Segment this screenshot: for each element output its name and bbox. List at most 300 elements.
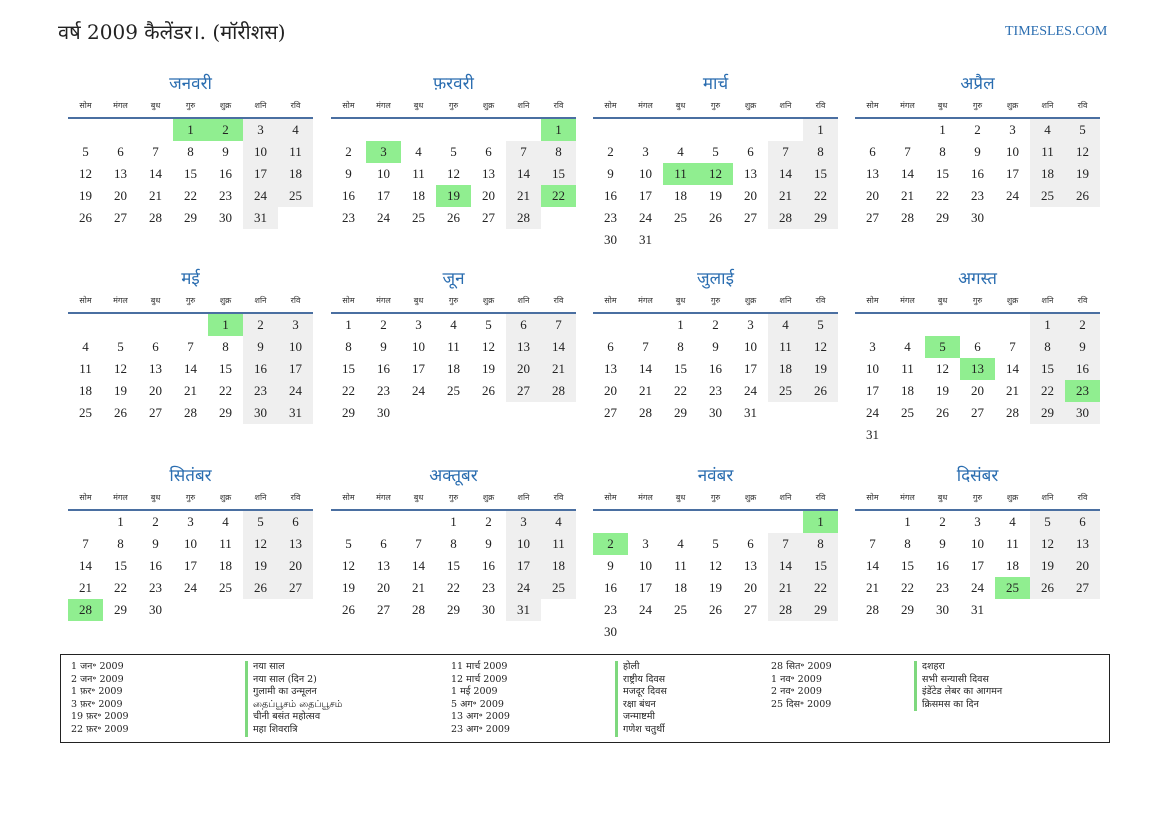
- weekday-label: रवि: [553, 493, 564, 502]
- day-cell: 25: [901, 405, 914, 420]
- month-block: [855, 462, 1100, 621]
- day-cell: 15: [447, 558, 460, 573]
- day-cell: 25: [541, 577, 576, 599]
- day-cell: 21: [866, 580, 879, 595]
- weekday-label: रवि: [815, 493, 826, 502]
- weekday-label: मंगल: [638, 296, 653, 305]
- day-cell: 15: [674, 361, 687, 376]
- day-cell: 7: [541, 314, 576, 336]
- day-cell: 29: [1030, 402, 1065, 424]
- legend-date: 3 फ़र॰ 2009: [71, 698, 123, 710]
- day-cell: 12: [79, 166, 92, 181]
- day-cell: 19: [1065, 163, 1100, 185]
- day-cell: 21: [184, 383, 197, 398]
- day-grid: [331, 314, 576, 424]
- empty-cell: [506, 119, 541, 141]
- day-cell: 7: [82, 536, 89, 551]
- day-cell: 6: [278, 511, 313, 533]
- weekday-label: सोम: [866, 296, 879, 305]
- empty-cell: [471, 119, 506, 141]
- day-cell: 26: [709, 602, 722, 617]
- day-cell: 5: [712, 536, 719, 551]
- day-cell: 13: [744, 166, 757, 181]
- day-cell: 20: [114, 188, 127, 203]
- weekday-label: मंगल: [113, 296, 128, 305]
- day-cell: 21: [412, 580, 425, 595]
- empty-cell: [890, 119, 925, 141]
- empty-cell: [401, 119, 436, 141]
- weekday-label: गुरु: [710, 101, 721, 110]
- day-cell: 8: [450, 536, 457, 551]
- day-cell: 28: [541, 380, 576, 402]
- day-cell: 5: [803, 314, 838, 336]
- day-cell: 2: [607, 144, 614, 159]
- site-link[interactable]: TIMESLES.COM: [1005, 24, 1108, 39]
- weekday-label: सोम: [79, 101, 92, 110]
- month-name: जून: [442, 269, 465, 289]
- weekday-label: शुक्र: [744, 101, 757, 110]
- legend-holiday-name: गणेश चतुर्थी: [615, 724, 667, 737]
- day-cell: 18: [447, 361, 460, 376]
- day-cell: 13: [278, 533, 313, 555]
- holiday-day-cell: 13: [960, 358, 995, 380]
- day-cell: 20: [149, 383, 162, 398]
- day-cell: 3: [278, 314, 313, 336]
- weekday-label: बुध: [937, 493, 948, 502]
- day-cell: 11: [1006, 536, 1019, 551]
- empty-cell: [925, 314, 960, 336]
- day-cell: 5: [1030, 511, 1065, 533]
- weekday-label: बुध: [675, 493, 686, 502]
- day-cell: 21: [768, 577, 803, 599]
- day-cell: 8: [222, 339, 229, 354]
- day-cell: 9: [243, 336, 278, 358]
- weekday-label: शुक्र: [1006, 493, 1019, 502]
- day-cell: 10: [639, 166, 652, 181]
- day-cell: 6: [747, 144, 754, 159]
- day-cell: 22: [219, 383, 232, 398]
- day-cell: 29: [803, 207, 838, 229]
- day-cell: 28: [412, 602, 425, 617]
- day-cell: 6: [380, 536, 387, 551]
- day-cell: 20: [744, 188, 757, 203]
- day-cell: 29: [674, 405, 687, 420]
- empty-cell: [173, 314, 208, 336]
- weekday-label: मंगल: [638, 101, 653, 110]
- weekday-label: मंगल: [638, 493, 653, 502]
- day-cell: 18: [278, 163, 313, 185]
- day-grid: [855, 511, 1100, 621]
- day-cell: 28: [506, 207, 541, 229]
- weekday-label: शुक्र: [482, 101, 495, 110]
- day-cell: 22: [1030, 380, 1065, 402]
- day-cell: 20: [866, 188, 879, 203]
- day-cell: 6: [117, 144, 124, 159]
- legend-date: 2 जन॰ 2009: [71, 673, 124, 685]
- legend-name-column: [914, 661, 1002, 711]
- day-cell: 1: [345, 317, 352, 332]
- weekday-label: गुरु: [185, 493, 196, 502]
- empty-cell: [890, 314, 925, 336]
- day-cell: 3: [243, 119, 278, 141]
- day-cell: 23: [604, 602, 617, 617]
- day-cell: 26: [447, 210, 460, 225]
- day-cell: 31: [866, 427, 879, 442]
- day-cell: 21: [79, 580, 92, 595]
- day-cell: 27: [482, 210, 495, 225]
- day-cell: 24: [639, 210, 652, 225]
- day-cell: 11: [79, 361, 92, 376]
- day-cell: 25: [768, 380, 803, 402]
- day-cell: 24: [971, 580, 984, 595]
- day-cell: 24: [506, 577, 541, 599]
- day-cell: 11: [278, 141, 313, 163]
- weekday-label: बुध: [150, 101, 161, 110]
- weekday-label: शुक्र: [744, 493, 757, 502]
- weekday-label: रवि: [815, 101, 826, 110]
- legend-holiday-name: महा शिवरात्रि: [245, 724, 342, 737]
- day-cell: 30: [482, 602, 495, 617]
- day-cell: 3: [642, 536, 649, 551]
- empty-cell: [331, 119, 366, 141]
- day-cell: 17: [971, 558, 984, 573]
- weekday-label: मंगल: [113, 493, 128, 502]
- day-cell: 4: [768, 314, 803, 336]
- day-cell: 10: [971, 536, 984, 551]
- day-cell: 8: [187, 144, 194, 159]
- empty-cell: [68, 511, 103, 533]
- day-cell: 31: [278, 402, 313, 424]
- day-cell: 30: [1065, 402, 1100, 424]
- day-cell: 4: [1030, 119, 1065, 141]
- empty-cell: [401, 511, 436, 533]
- day-cell: 10: [1006, 144, 1019, 159]
- day-cell: 9: [974, 144, 981, 159]
- day-cell: 4: [904, 339, 911, 354]
- empty-cell: [593, 314, 628, 336]
- weekday-header: [68, 293, 313, 309]
- day-cell: 5: [345, 536, 352, 551]
- day-cell: 17: [1006, 166, 1019, 181]
- day-cell: 13: [114, 166, 127, 181]
- page-title: वर्ष 2009 कैलेंडर।. (मॉरीशस): [58, 20, 286, 44]
- day-cell: 14: [506, 163, 541, 185]
- weekday-label: शनि: [1041, 493, 1054, 502]
- weekday-label: रवि: [290, 101, 301, 110]
- day-cell: 1: [450, 514, 457, 529]
- month-name: मार्च: [702, 74, 729, 94]
- day-cell: 26: [1030, 577, 1065, 599]
- day-cell: 5: [82, 144, 89, 159]
- day-cell: 5: [117, 339, 124, 354]
- holiday-day-cell: 5: [925, 336, 960, 358]
- holiday-day-cell: 11: [663, 163, 698, 185]
- weekday-label: शुक्र: [1006, 101, 1019, 110]
- weekday-label: मंगल: [900, 101, 915, 110]
- holiday-day-cell: 3: [366, 141, 401, 163]
- holiday-day-cell: 2: [593, 533, 628, 555]
- weekday-label: मंगल: [900, 296, 915, 305]
- day-cell: 5: [450, 144, 457, 159]
- legend-date: 28 सित॰ 2009: [771, 661, 832, 672]
- empty-cell: [103, 119, 138, 141]
- legend-date: 19 फ़र॰ 2009: [71, 711, 129, 723]
- day-grid: [855, 119, 1100, 229]
- day-cell: 25: [219, 580, 232, 595]
- day-cell: 29: [114, 602, 127, 617]
- day-cell: 16: [377, 361, 390, 376]
- day-cell: 15: [901, 558, 914, 573]
- holiday-day-cell: 28: [68, 599, 103, 621]
- day-cell: 24: [866, 405, 879, 420]
- day-cell: 12: [342, 558, 355, 573]
- day-cell: 24: [184, 580, 197, 595]
- weekday-label: शनि: [779, 493, 792, 502]
- day-cell: 24: [744, 383, 757, 398]
- empty-cell: [855, 119, 890, 141]
- legend-holiday-name: दशहरा: [914, 661, 1002, 674]
- empty-cell: [960, 314, 995, 336]
- day-cell: 17: [744, 361, 757, 376]
- month-block: [68, 462, 313, 621]
- weekday-label: गुरु: [185, 296, 196, 305]
- day-cell: 30: [971, 210, 984, 225]
- day-cell: 22: [901, 580, 914, 595]
- legend-date: 12 मार्च 2009: [451, 673, 508, 685]
- day-cell: 14: [768, 163, 803, 185]
- day-cell: 13: [149, 361, 162, 376]
- day-cell: 7: [768, 533, 803, 555]
- day-cell: 9: [152, 536, 159, 551]
- weekday-header: [331, 293, 576, 309]
- weekday-label: शनि: [254, 493, 267, 502]
- month-block: [331, 462, 576, 621]
- month-name: सितंबर: [169, 466, 212, 486]
- empty-cell: [733, 511, 768, 533]
- day-cell: 13: [482, 166, 495, 181]
- month-name: अप्रैल: [960, 74, 995, 94]
- weekday-header: [331, 490, 576, 506]
- day-cell: 23: [971, 188, 984, 203]
- day-cell: 3: [506, 511, 541, 533]
- day-cell: 27: [604, 405, 617, 420]
- day-cell: 13: [744, 558, 757, 573]
- day-cell: 29: [803, 599, 838, 621]
- weekday-label: शनि: [254, 101, 267, 110]
- legend-holiday-name: क्रिसमस का दिन: [914, 699, 1002, 712]
- day-cell: 16: [482, 558, 495, 573]
- weekday-label: रवि: [290, 296, 301, 305]
- month-block: [593, 265, 838, 424]
- day-cell: 7: [869, 536, 876, 551]
- day-cell: 26: [114, 405, 127, 420]
- day-cell: 16: [1065, 358, 1100, 380]
- day-cell: 8: [939, 144, 946, 159]
- day-cell: 19: [114, 383, 127, 398]
- day-cell: 30: [243, 402, 278, 424]
- day-cell: 15: [803, 163, 838, 185]
- day-cell: 9: [380, 339, 387, 354]
- day-cell: 16: [971, 166, 984, 181]
- legend-date: 22 फ़र॰ 2009: [71, 723, 129, 735]
- day-cell: 29: [936, 210, 949, 225]
- day-cell: 27: [866, 210, 879, 225]
- day-cell: 6: [152, 339, 159, 354]
- legend-name-column: [245, 661, 342, 737]
- day-cell: 16: [149, 558, 162, 573]
- day-grid: [855, 314, 1100, 446]
- day-cell: 18: [541, 555, 576, 577]
- day-cell: 23: [936, 580, 949, 595]
- day-cell: 28: [639, 405, 652, 420]
- day-cell: 20: [1065, 555, 1100, 577]
- day-grid: [331, 119, 576, 229]
- empty-cell: [663, 511, 698, 533]
- day-cell: 20: [482, 188, 495, 203]
- day-cell: 12: [482, 339, 495, 354]
- weekday-label: सोम: [604, 296, 617, 305]
- empty-cell: [855, 511, 890, 533]
- legend-date-column: [71, 661, 129, 737]
- day-cell: 9: [939, 536, 946, 551]
- day-cell: 19: [482, 361, 495, 376]
- day-cell: 8: [803, 141, 838, 163]
- day-cell: 27: [149, 405, 162, 420]
- weekday-header: [68, 490, 313, 506]
- month-name: अगस्त: [958, 269, 997, 289]
- day-cell: 8: [904, 536, 911, 551]
- day-cell: 21: [768, 185, 803, 207]
- day-cell: 1: [803, 119, 838, 141]
- day-cell: 28: [768, 207, 803, 229]
- day-cell: 26: [803, 380, 838, 402]
- weekday-label: शनि: [779, 296, 792, 305]
- day-cell: 8: [1030, 336, 1065, 358]
- day-cell: 17: [184, 558, 197, 573]
- empty-cell: [593, 511, 628, 533]
- day-cell: 12: [936, 361, 949, 376]
- day-cell: 26: [482, 383, 495, 398]
- day-cell: 2: [485, 514, 492, 529]
- day-cell: 9: [485, 536, 492, 551]
- day-cell: 3: [869, 339, 876, 354]
- legend-holiday-name: जन्माष्टमी: [615, 711, 667, 724]
- legend-date: 11 मार्च 2009: [451, 661, 508, 672]
- day-cell: 28: [184, 405, 197, 420]
- day-cell: 6: [607, 339, 614, 354]
- day-cell: 4: [278, 119, 313, 141]
- legend-date-column: [771, 661, 832, 711]
- weekday-label: बुध: [150, 296, 161, 305]
- day-cell: 29: [342, 405, 355, 420]
- month-block: [855, 265, 1100, 446]
- day-cell: 27: [744, 210, 757, 225]
- weekday-header: [855, 293, 1100, 309]
- day-cell: 19: [1030, 555, 1065, 577]
- day-cell: 26: [1065, 185, 1100, 207]
- day-cell: 16: [604, 188, 617, 203]
- day-cell: 3: [747, 317, 754, 332]
- day-cell: 25: [79, 405, 92, 420]
- weekday-label: गुरु: [710, 296, 721, 305]
- day-cell: 28: [901, 210, 914, 225]
- day-cell: 21: [639, 383, 652, 398]
- day-cell: 19: [936, 383, 949, 398]
- weekday-label: मंगल: [376, 493, 391, 502]
- day-cell: 25: [674, 210, 687, 225]
- day-grid: [593, 314, 838, 424]
- day-cell: 12: [1030, 533, 1065, 555]
- day-cell: 25: [1030, 185, 1065, 207]
- day-cell: 4: [1009, 514, 1016, 529]
- day-cell: 30: [604, 232, 617, 247]
- legend-date: 5 अग॰ 2009: [451, 698, 504, 710]
- day-cell: 21: [901, 188, 914, 203]
- day-cell: 24: [412, 383, 425, 398]
- weekday-label: सोम: [79, 493, 92, 502]
- day-cell: 18: [674, 580, 687, 595]
- day-cell: 7: [642, 339, 649, 354]
- day-cell: 24: [278, 380, 313, 402]
- weekday-label: सोम: [342, 101, 355, 110]
- weekday-label: बुध: [937, 296, 948, 305]
- weekday-header: [593, 490, 838, 506]
- weekday-label: बुध: [413, 296, 424, 305]
- legend-holiday-name: राष्ट्रीय दिवस: [615, 674, 667, 687]
- day-cell: 9: [712, 339, 719, 354]
- month-name: अक्तूबर: [429, 466, 478, 486]
- weekday-label: शुक्र: [482, 296, 495, 305]
- month-block: [331, 70, 576, 229]
- day-cell: 20: [506, 358, 541, 380]
- day-cell: 17: [866, 383, 879, 398]
- month-block: [593, 70, 838, 251]
- empty-cell: [68, 119, 103, 141]
- day-grid: [68, 119, 313, 229]
- day-cell: 11: [901, 361, 914, 376]
- weekday-header: [68, 98, 313, 114]
- legend-date: 1 जन॰ 2009: [71, 661, 124, 672]
- day-cell: 30: [149, 602, 162, 617]
- weekday-label: सोम: [342, 493, 355, 502]
- day-cell: 23: [243, 380, 278, 402]
- weekday-label: बुध: [675, 101, 686, 110]
- day-cell: 12: [243, 533, 278, 555]
- day-cell: 16: [936, 558, 949, 573]
- day-cell: 1: [939, 122, 946, 137]
- day-cell: 2: [243, 314, 278, 336]
- day-cell: 4: [677, 536, 684, 551]
- day-cell: 22: [447, 580, 460, 595]
- day-cell: 6: [485, 144, 492, 159]
- legend-date-column: [451, 661, 510, 737]
- day-cell: 25: [278, 185, 313, 207]
- day-cell: 10: [639, 558, 652, 573]
- day-cell: 6: [974, 339, 981, 354]
- day-grid: [593, 511, 838, 643]
- empty-cell: [768, 511, 803, 533]
- day-cell: 27: [1065, 577, 1100, 599]
- day-cell: 7: [506, 141, 541, 163]
- day-grid: [331, 511, 576, 621]
- day-cell: 3: [1009, 122, 1016, 137]
- weekday-header: [593, 98, 838, 114]
- empty-cell: [366, 119, 401, 141]
- empty-cell: [663, 119, 698, 141]
- weekday-label: गुरु: [185, 101, 196, 110]
- day-cell: 16: [604, 580, 617, 595]
- day-cell: 18: [768, 358, 803, 380]
